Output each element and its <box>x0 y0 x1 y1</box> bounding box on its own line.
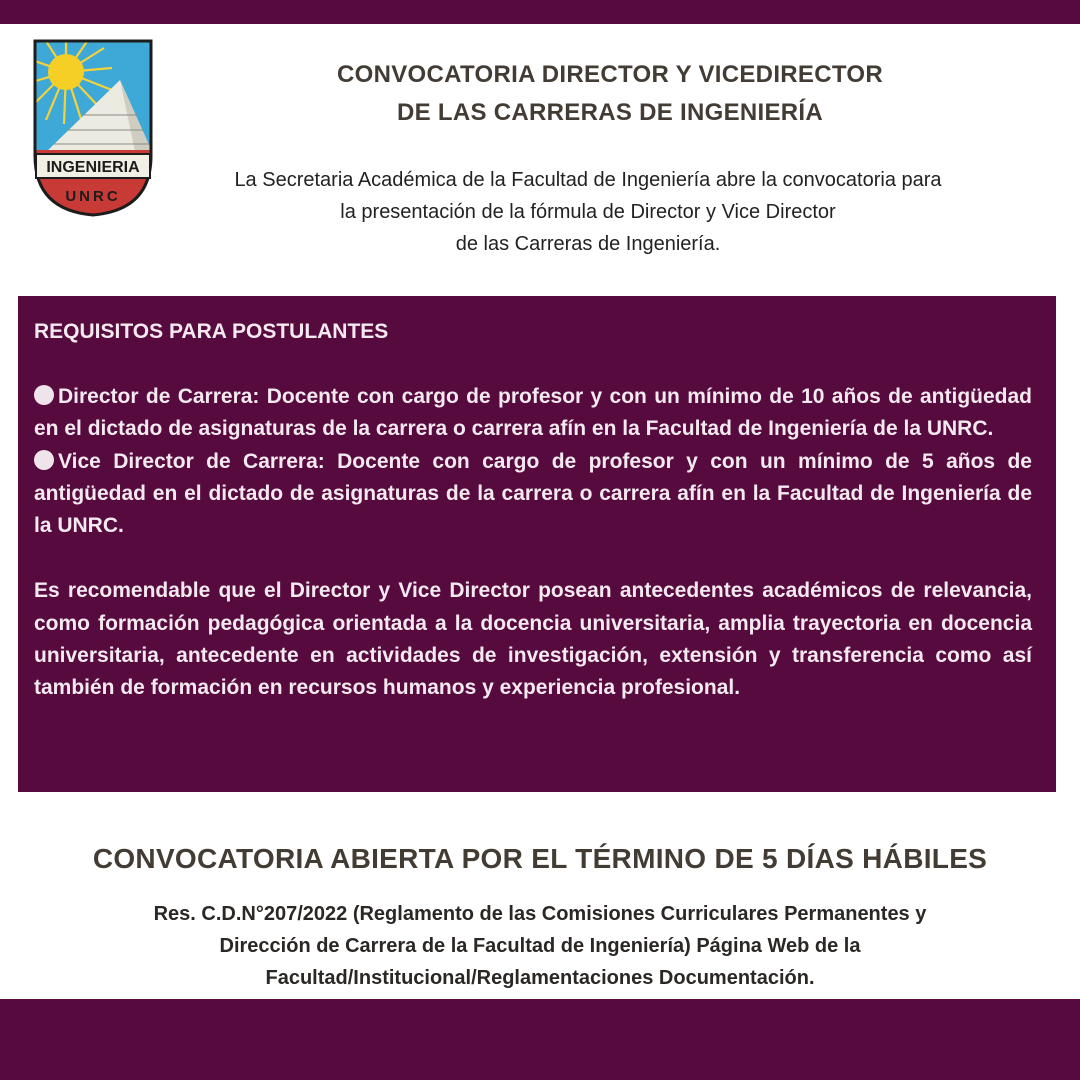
resolution-line-1: Res. C.D.N°207/2022 (Reglamento de las Comisiones Curriculares Permanentes y <box>153 903 927 925</box>
resolution-reference <box>40 898 1040 994</box>
call-status-heading: CONVOCATORIA ABIERTA POR EL TÉRMINO DE 5 DÍAS HÁBILES <box>92 843 988 874</box>
bullet-icon <box>34 385 54 405</box>
resolution-line-2: Dirección de Carrera de la Facultad de Ingeniería) Página Web de la <box>219 935 861 957</box>
requirement-text: Vice Director de Carrera: Docente con cargo de profesor y con un mínimo de 5 años de antigüedad en el dictado de asignaturas de la carrera o carrera afín en la Facultad de Ingeniería de la UNRC. <box>34 449 1032 538</box>
requirement-item-vice-director <box>34 446 1032 543</box>
page-title-line-1: CONVOCATORIA DIRECTOR Y VICEDIRECTOR <box>337 61 883 88</box>
intro-line-2: la presentación de la fórmula de Director y Vice Director <box>340 201 836 223</box>
intro-line-1: La Secretaria Académica de la Facultad de Ingeniería abre la convocatoria para <box>234 169 942 191</box>
requirements-heading: REQUISITOS PARA POSTULANTES <box>34 320 389 343</box>
top-banner-bar <box>0 0 1080 24</box>
logo-text-unrc: UNRC <box>65 188 121 205</box>
requirements-recommendation: Es recomendable que el Director y Vice Director posean antecedentes académicos de relevancia, como formación pedagógica orientada a la docencia universitaria, amplia trayectoria en docencia universitaria, antecedente en actividades de investigación, extensión y transferencia como así también de formación en recursos humanos y experiencia profesional. <box>34 579 1032 700</box>
page-title <box>230 56 990 132</box>
bullet-icon <box>34 450 54 470</box>
logo-text-ingenieria: INGENIERIA <box>46 159 140 176</box>
faculty-logo <box>32 38 154 218</box>
intro-paragraph <box>160 164 1016 260</box>
requirement-item-director <box>34 381 1032 446</box>
intro-line-3: de las Carreras de Ingeniería. <box>455 233 721 255</box>
resolution-line-3: Facultad/Institucional/Reglamentaciones Documentación. <box>265 967 815 989</box>
requirements-panel <box>18 296 1056 792</box>
bottom-banner-bar <box>0 999 1080 1080</box>
page-title-line-2: DE LAS CARRERAS DE INGENIERÍA <box>396 99 824 126</box>
requirement-text: Director de Carrera: Docente con cargo de profesor y con un mínimo de 10 años de antigüedad en el dictado de asignaturas de la carrera o carrera afín en la Facultad de Ingeniería de la UNRC. <box>34 384 1032 441</box>
